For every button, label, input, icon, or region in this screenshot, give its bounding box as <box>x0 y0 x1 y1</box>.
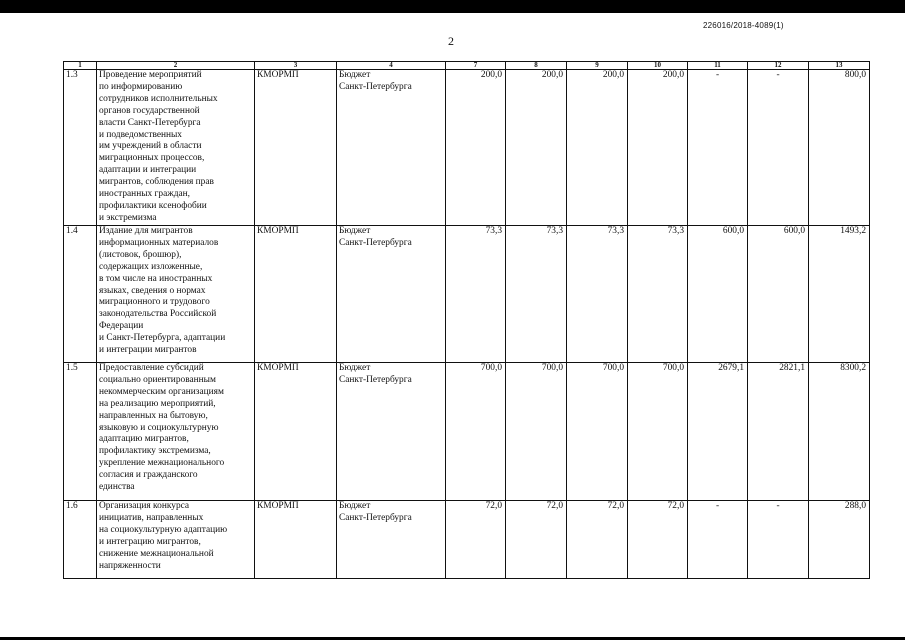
row-description: Предоставление субсидий социально ориентированным некоммерческим организациям на реализацию мероприятий, направленных на бытовую, языковую и социокультурную адаптацию мигрантов, профилактику экстремизма, укрепление межнационального согласия и гражданского единства <box>97 363 255 501</box>
row-value-11: - <box>688 70 748 226</box>
row-value-7: 73,3 <box>446 226 506 363</box>
row-value-12: 600,0 <box>748 226 809 363</box>
document-number: 226016/2018-4089(1) <box>703 21 784 30</box>
row-value-13: 800,0 <box>809 70 870 226</box>
row-value-10: 700,0 <box>628 363 688 501</box>
row-value-7: 72,0 <box>446 501 506 579</box>
table-row <box>64 501 870 579</box>
column-number: 4 <box>337 62 446 70</box>
table-row <box>64 70 870 226</box>
column-number: 8 <box>506 62 567 70</box>
column-number: 7 <box>446 62 506 70</box>
row-value-13: 8300,2 <box>809 363 870 501</box>
budget-table <box>63 61 870 579</box>
row-value-12: - <box>748 70 809 226</box>
row-value-7: 200,0 <box>446 70 506 226</box>
row-description: Издание для мигрантов информационных материалов (листовок, брошюр), содержащих изложенные, в том числе на иностранных языках, сведения о нормах миграционного и трудового законодательства Российской Федерации и Санкт-Петербурга, адаптации и интеграции мигрантов <box>97 226 255 363</box>
table-row <box>64 363 870 501</box>
row-executor: КМОРМП <box>255 226 337 363</box>
row-value-8: 700,0 <box>506 363 567 501</box>
row-executor: КМОРМП <box>255 501 337 579</box>
column-number: 9 <box>567 62 628 70</box>
row-source: Бюджет Санкт-Петербурга <box>337 501 446 579</box>
row-value-8: 200,0 <box>506 70 567 226</box>
row-id: 1.5 <box>64 363 97 501</box>
table-header-row <box>64 62 870 70</box>
row-source: Бюджет Санкт-Петербурга <box>337 70 446 226</box>
column-number: 2 <box>97 62 255 70</box>
row-value-13: 1493,2 <box>809 226 870 363</box>
row-value-12: - <box>748 501 809 579</box>
page-number: 2 <box>448 34 454 48</box>
row-value-12: 2821,1 <box>748 363 809 501</box>
row-description: Организация конкурса инициатив, направленных на социокультурную адаптацию и интеграцию мигрантов, снижение межнациональной напряженности <box>97 501 255 579</box>
row-value-9: 73,3 <box>567 226 628 363</box>
row-value-11: 2679,1 <box>688 363 748 501</box>
row-value-8: 73,3 <box>506 226 567 363</box>
row-id: 1.4 <box>64 226 97 363</box>
row-value-8: 72,0 <box>506 501 567 579</box>
row-value-13: 288,0 <box>809 501 870 579</box>
row-value-10: 200,0 <box>628 70 688 226</box>
column-number: 10 <box>628 62 688 70</box>
row-description: Проведение мероприятий по информированию сотрудников исполнительных органов государственной власти Санкт-Петербурга и подведомственных им учреждений в области миграционных процессов, адаптации и интеграции мигрантов, соблюдения прав иностранных граждан, профилактики ксенофобии и экстремизма <box>97 70 255 226</box>
table-row <box>64 226 870 363</box>
row-id: 1.3 <box>64 70 97 226</box>
column-number: 13 <box>809 62 870 70</box>
column-number: 11 <box>688 62 748 70</box>
row-value-11: - <box>688 501 748 579</box>
row-executor: КМОРМП <box>255 363 337 501</box>
column-number: 12 <box>748 62 809 70</box>
row-value-7: 700,0 <box>446 363 506 501</box>
row-id: 1.6 <box>64 501 97 579</box>
row-source: Бюджет Санкт-Петербурга <box>337 363 446 501</box>
row-value-10: 73,3 <box>628 226 688 363</box>
row-source: Бюджет Санкт-Петербурга <box>337 226 446 363</box>
row-executor: КМОРМП <box>255 70 337 226</box>
row-value-11: 600,0 <box>688 226 748 363</box>
column-number: 3 <box>255 62 337 70</box>
row-value-9: 200,0 <box>567 70 628 226</box>
row-value-9: 72,0 <box>567 501 628 579</box>
row-value-10: 72,0 <box>628 501 688 579</box>
column-number: 1 <box>64 62 97 70</box>
row-value-9: 700,0 <box>567 363 628 501</box>
